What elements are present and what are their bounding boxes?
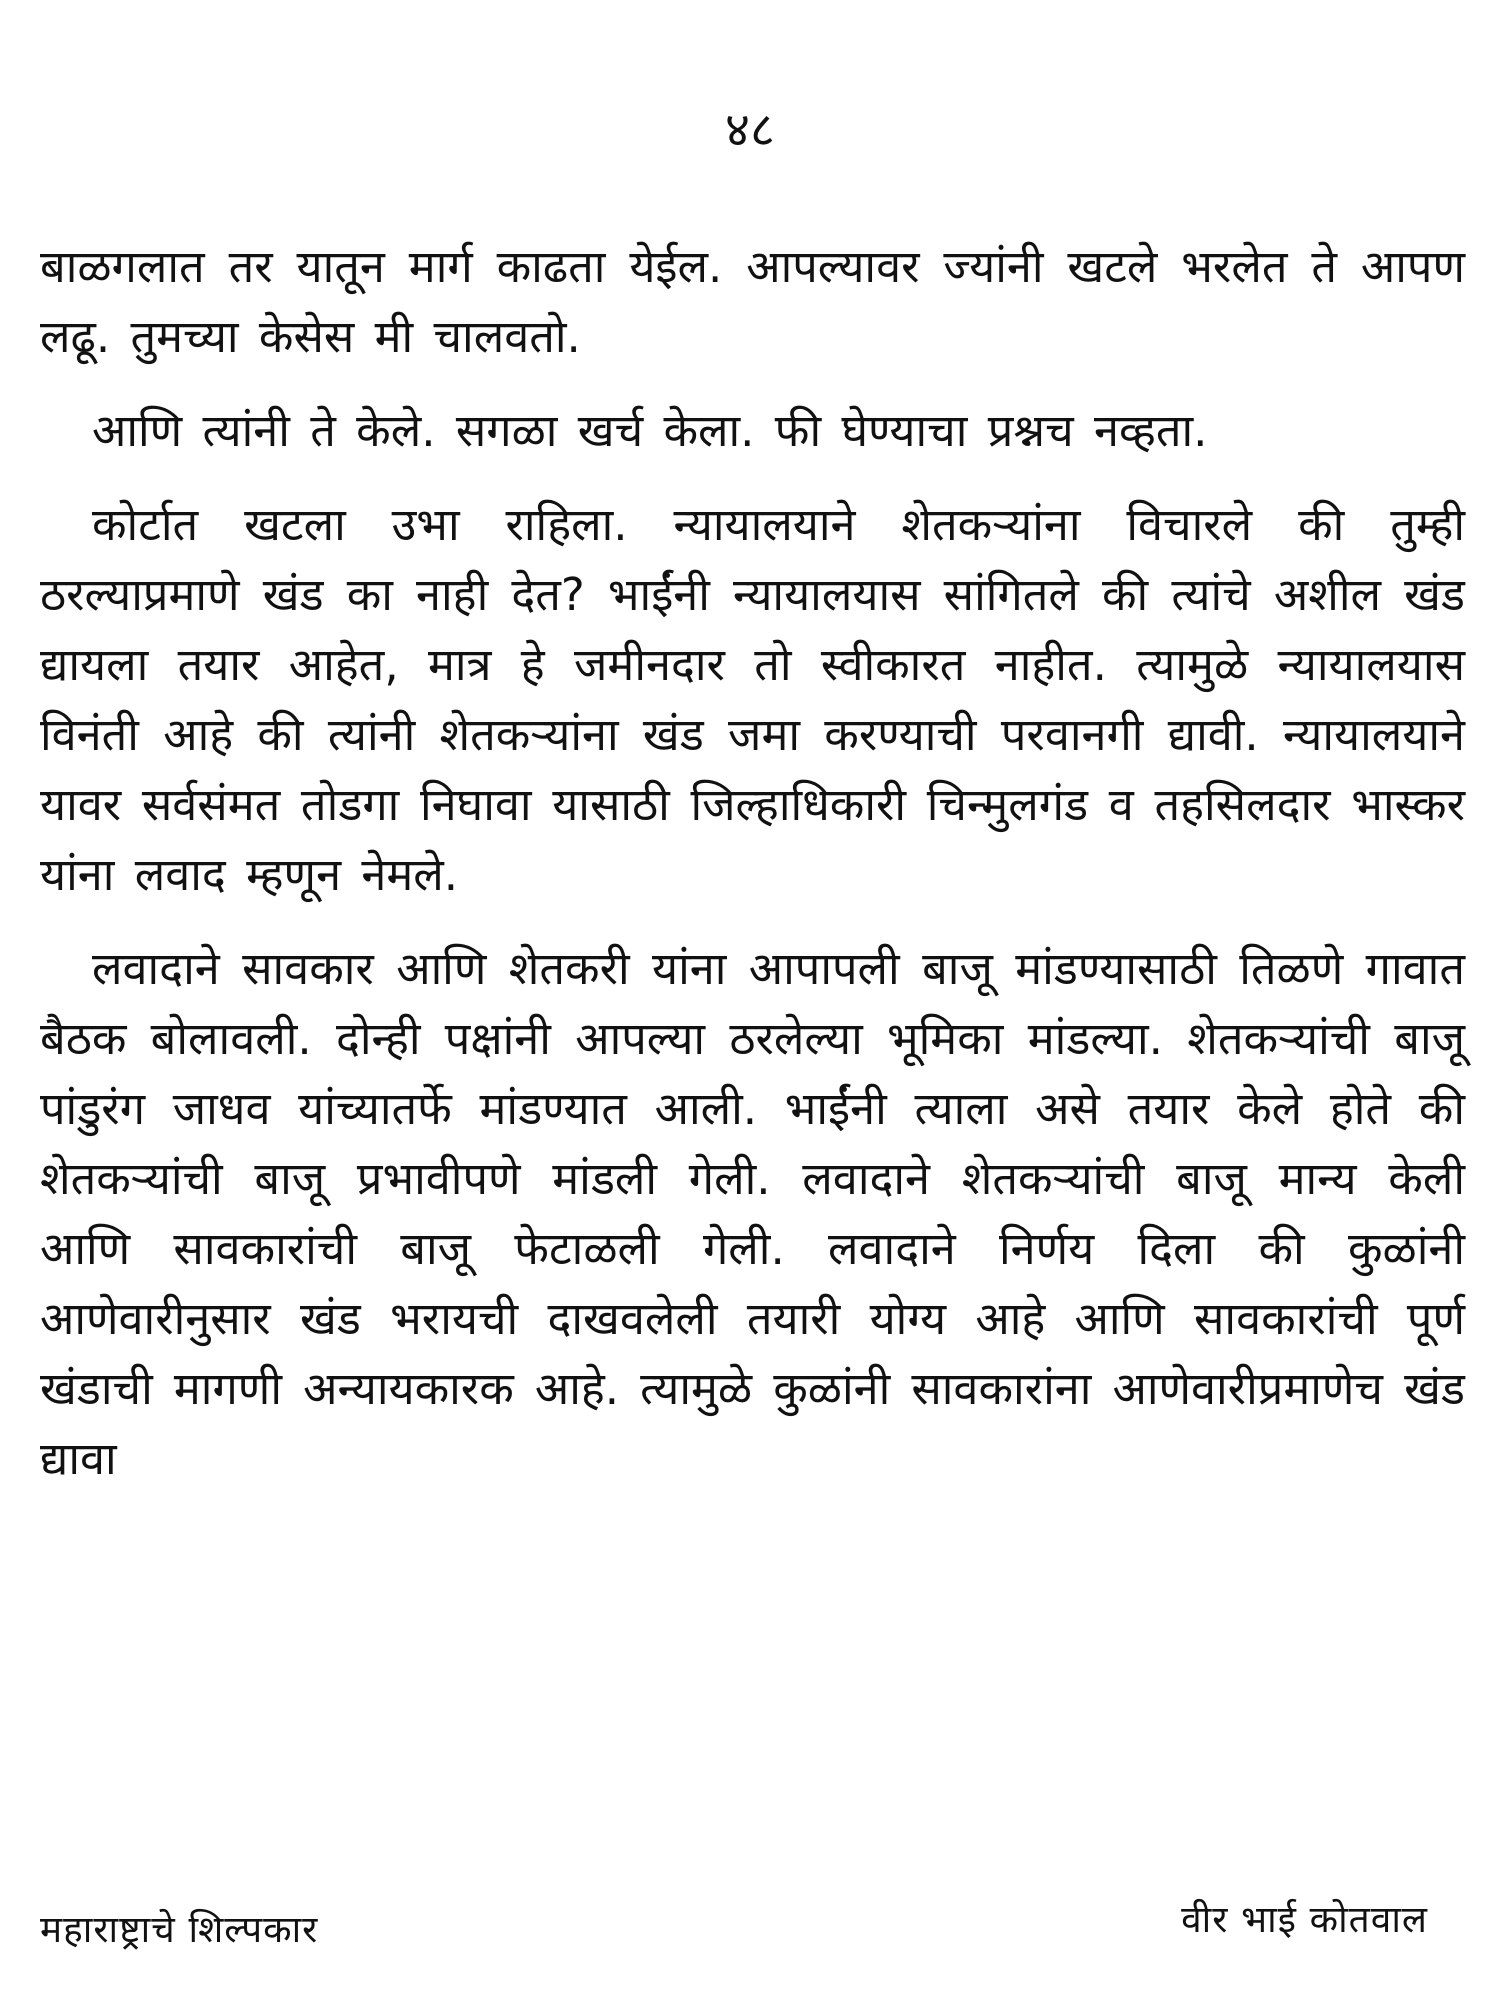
footer-subject: वीर भाई कोतवाल (1181, 1898, 1428, 1941)
paragraph-fee: आणि त्यांनी ते केले. सगळा खर्च केला. फी घेण्याचा प्रश्नच नव्हता. (92, 404, 1208, 457)
body-text (40, 232, 1465, 1518)
page-number: ४८ (725, 102, 775, 158)
paragraph-arbitration: लवादाने सावकार आणि शेतकरी यांना आपापली बाजू मांडण्यासाठी तिळणे गावात बैठक बोलावली. दोन्ही पक्षांनी आपल्या ठरलेल्या भूमिका मांडल्या. शेतकऱ्यांची बाजू पांडुरंग जाधव यांच्यातर्फे मांडण्यात आली. भाईंनी त्याला असे तयार केले होते की शेतकऱ्यांची बाजू प्रभावीपणे मांडली गेली. लवादाने शेतकऱ्यांची बाजू मान्य केली आणि सावकारांची बाजू फेटाळली गेली. लवादाने निर्णय दिला की कुळांनी आणेवारीनुसार खंड भरायची दाखवलेली तयारी योग्य आहे आणि सावकारांची पूर्ण खंडाची मागणी अन्यायकारक आहे. त्यामुळे कुळांनी सावकारांना आणेवारीप्रमाणेच खंड द्यावा (40, 942, 1465, 1485)
paragraph-continuation: बाळगलात तर यातून मार्ग काढता येईल. आपल्यावर ज्यांनी खटले भरलेत ते आपण लढू. तुमच्या केसेस मी चालवतो. (40, 240, 1465, 363)
footer-book-title: महाराष्ट्राचे शिल्पकार (40, 1908, 319, 1951)
paragraph-court-case: कोर्टात खटला उभा राहिला. न्यायालयाने शेतकऱ्यांना विचारले की तुम्ही ठरल्याप्रमाणे खंड का नाही देत? भाईंनी न्यायालयास सांगितले की त्यांचे अशील खंड द्यायला तयार आहेत, मात्र हे जमीनदार तो स्वीकारत नाहीत. त्यामुळे न्यायालयास विनंती आहे की त्यांनी शेतकऱ्यांना खंड जमा करण्याची परवानगी द्यावी. न्यायालयाने यावर सर्वसंमत तोडगा निघावा यासाठी जिल्हाधिकारी चिन्मुलगंड व तहसिलदार भास्कर यांना लवाद म्हणून नेमले. (40, 498, 1465, 901)
